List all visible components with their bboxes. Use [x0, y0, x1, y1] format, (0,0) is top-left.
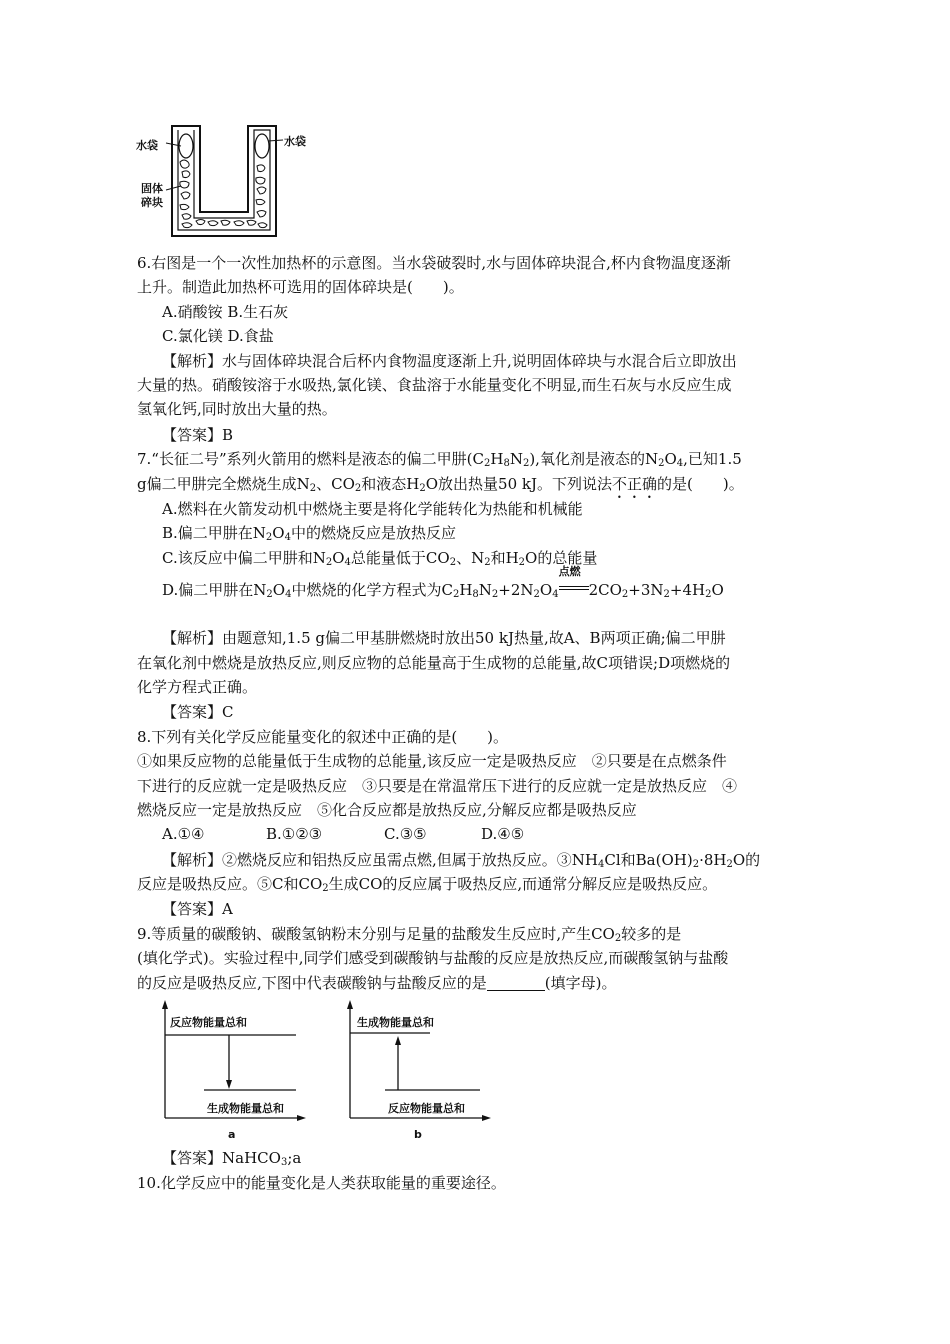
- q8-explanation-1: 【解析】②燃烧反应和铝热反应虽需点燃,但属于放热反应。$③NH_4Cl$和$Ba(OH)_2\cdot 8H_2O$的: [162, 851, 761, 870]
- q9-answer: 【答案】NaHCO$_3$;a: [162, 1149, 302, 1168]
- q6-line-1: 6.右图是一个一次性加热杯的示意图。当水袋破裂时,水与固体碎块混合,杯内食物温度逐渐: [137, 254, 731, 272]
- q8-option-b: B.①②③: [266, 825, 323, 843]
- q6-explanation-3: 氢氧化钙,同时放出大量的热。: [137, 400, 337, 418]
- q7-line-1: 7.“长征二号”系列火箭用的燃料是液态的偏二甲肼$(C_2H_8N_2)$,氧化剂是液态的$N_2O_4$,已知1.5: [137, 450, 742, 469]
- q7-explanation-2: 在氧化剂中燃烧是放热反应,则反应物的总能量高于生成物的总能量,故C项错误;D项燃烧的: [137, 654, 731, 672]
- q8-answer: 【答案】A: [162, 900, 233, 918]
- diagram-a-bottom-label: 生成物能量总和: [207, 1102, 284, 1115]
- diagram-a-top-label: 反应物能量总和: [170, 1016, 247, 1029]
- label-water-bag-right: 水袋: [284, 135, 306, 148]
- q7-line-2: g偏二甲肼完全燃烧生成$N_2$、$CO_2$和液态$H_2O$放出热量50 kJ。下列说法不正确的是( )。: [137, 475, 744, 494]
- q6-options-ab: A.硝酸铵 B.生石灰: [162, 303, 289, 321]
- q7-option-a: A.燃料在火箭发动机中燃烧主要是将化学能转化为热能和机械能: [162, 500, 583, 518]
- q8-statement-3: 燃烧反应一定是放热反应 ⑤化合反应都是放热反应,分解反应都是吸热反应: [137, 801, 637, 819]
- q7-explanation-3: 化学方程式正确。: [137, 678, 258, 696]
- label-solid-1: 固体: [141, 182, 163, 195]
- q7-explanation-1: 【解析】由题意知,1.5 g偏二甲基肼燃烧时放出50 kJ热量,故A、B两项正确;偏二甲肼: [162, 629, 726, 647]
- q7-option-b: B.偏二甲肼在$N_2O_4$中的燃烧反应是放热反应: [162, 524, 456, 543]
- q8-explanation-2: 反应是吸热反应。⑤C和$CO_2$生成CO的反应属于吸热反应,而通常分解反应是吸热反应。: [137, 875, 718, 894]
- q10-line-1: 10.化学反应中的能量变化是人类获取能量的重要途径。: [137, 1174, 506, 1192]
- q8-option-a: A.①④: [162, 825, 205, 843]
- reaction-condition: 点燃: [559, 580, 589, 596]
- q8-line-1: 8.下列有关化学反应能量变化的叙述中正确的是( )。: [137, 728, 509, 746]
- diagram-b-caption: b: [414, 1128, 422, 1141]
- q8-option-d: D.④⑤: [481, 825, 525, 843]
- q7-option-d: D.偏二甲肼在$N_2O_4$中燃烧的化学方程式为$C_2H_8N_2+2N_2O_4$ 点燃 $2CO_2+3N_2+4H_2O$: [162, 565, 724, 600]
- label-water-bag-left: 水袋: [136, 139, 158, 152]
- diagram-b-bottom-label: 反应物能量总和: [388, 1102, 465, 1115]
- q6-explanation-2: 大量的热。硝酸铵溶于水吸热,氯化镁、食盐溶于水能量变化不明显,而生石灰与水反应生成: [137, 376, 732, 394]
- q7-option-c: C.该反应中偏二甲肼和$N_2O_4$总能量低于$CO_2$、$N_2$和$H_2O$的总能量: [162, 549, 598, 568]
- q8-statement-2: 下进行的反应就一定是吸热反应 ③只要是在常温常压下进行的反应就一定是放热反应 ④: [137, 777, 738, 795]
- q7-answer: 【答案】C: [162, 703, 234, 721]
- q6-answer: 【答案】B: [162, 426, 234, 444]
- q9-line-3: 的反应是吸热反应,下图中代表碳酸钠与盐酸反应的是 (填字母)。: [137, 974, 617, 992]
- diagram-b-top-label: 生成物能量总和: [357, 1016, 434, 1029]
- q6-explanation-1: 【解析】水与固体碎块混合后杯内食物温度逐渐上升,说明固体碎块与水混合后立即放出: [162, 352, 737, 370]
- diagram-a-caption: a: [228, 1128, 236, 1141]
- q9-line-1: 9.等质量的碳酸钠、碳酸氢钠粉末分别与足量的盐酸发生反应时,产生$CO_2$较多的是: [137, 925, 682, 944]
- q8-option-c: C.③⑤: [384, 825, 427, 843]
- q9-line-2: (填化学式)。实验过程中,同学们感受到碳酸钠与盐酸的反应是放热反应,而碳酸氢钠与盐酸: [137, 949, 729, 967]
- q6-options-cd: C.氯化镁 D.食盐: [162, 327, 274, 345]
- q8-statement-1: ①如果反应物的总能量低于生成物的总能量,该反应一定是吸热反应 ②只要是在点燃条件: [137, 752, 727, 770]
- label-solid-2: 碎块: [141, 196, 163, 209]
- emphasis-incorrect: 不正确: [612, 475, 658, 493]
- q6-line-2: 上升。制造此加热杯可选用的固体碎块是( )。: [137, 278, 464, 296]
